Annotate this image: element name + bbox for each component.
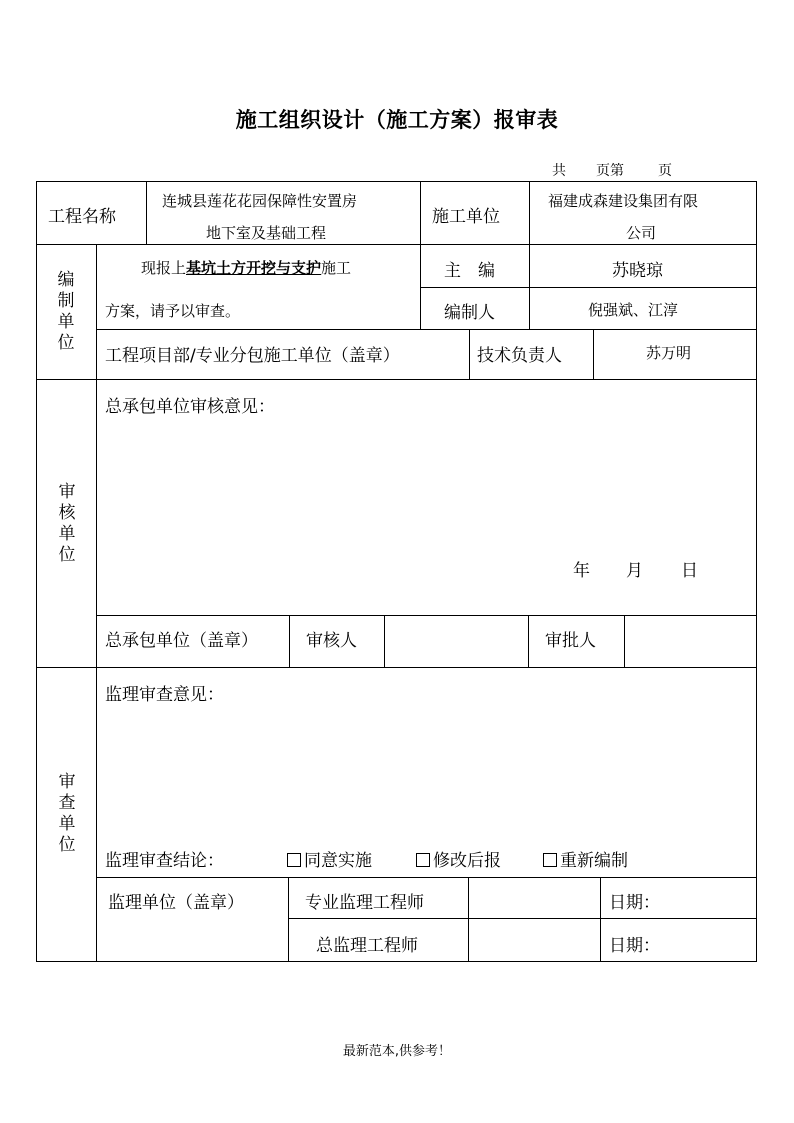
dept-stamp-label: 工程项目部/专业分包施工单位（盖章）	[105, 346, 400, 366]
project-name-value-line1: 连城县莲花花园保障性安置房	[162, 192, 358, 210]
report-statement	[141, 257, 351, 278]
report-statement-line2: 方案，请予以审查。	[105, 302, 241, 320]
report-prefix: 现报上	[141, 259, 187, 277]
review-unit-side-label: 审核单位	[58, 482, 76, 565]
footer-note: 最新范本,供参考！	[342, 1044, 452, 1059]
tech-lead-value: 苏万明	[646, 344, 692, 362]
report-subject: 基坑土方开挖与支护	[186, 259, 322, 277]
review-date-day: 日	[681, 561, 698, 581]
supervision-stamp-label: 监理单位（盖章）	[108, 893, 244, 913]
option-approve[interactable]	[287, 846, 372, 871]
project-name-value-line2: 地下室及基础工程	[206, 224, 327, 242]
supervision-conclusion-label: 监理审查结论：	[105, 851, 224, 871]
editors-value: 倪强斌、江淳	[588, 301, 679, 319]
option-recompile-label: 重新编制	[560, 851, 628, 871]
chief-editor-label: 主 编	[444, 261, 495, 281]
option-approve-label: 同意实施	[304, 851, 372, 871]
project-name-label: 工程名称	[48, 207, 116, 227]
reviewer-label: 审核人	[306, 631, 357, 651]
recompile-checkbox[interactable]	[543, 853, 557, 867]
supervision-opinion-label: 监理审查意见：	[105, 685, 224, 705]
review-date-year: 年	[573, 561, 590, 581]
approve-checkbox[interactable]	[287, 853, 301, 867]
compile-unit-side-label: 编制单位	[57, 270, 75, 353]
specialist-date-label: 日期：	[609, 893, 660, 913]
chief-date-label: 日期：	[609, 936, 660, 956]
report-suffix: 施工	[321, 259, 352, 277]
contractor-value-line2: 公司	[626, 224, 657, 242]
option-revise[interactable]	[416, 846, 501, 871]
chief-editor-value: 苏晓琼	[612, 261, 663, 281]
chief-engineer-label: 总监理工程师	[316, 936, 418, 956]
tech-lead-label: 技术负责人	[477, 346, 562, 366]
editors-label: 编制人	[444, 303, 495, 323]
option-recompile[interactable]	[543, 846, 628, 871]
contractor-label: 施工单位	[432, 207, 500, 227]
approver-label: 审批人	[545, 631, 596, 651]
specialist-engineer-label: 专业监理工程师	[305, 893, 424, 913]
page-number-label: 页第	[596, 163, 624, 179]
gc-stamp-label: 总承包单位（盖章）	[105, 631, 258, 651]
page-end-label: 页	[658, 163, 672, 179]
form-title: 施工组织设计（施工方案）报审表	[235, 107, 559, 132]
supervision-unit-side-label: 审查单位	[58, 772, 76, 855]
revise-checkbox[interactable]	[416, 853, 430, 867]
page-total-label: 共	[552, 163, 566, 179]
option-revise-label: 修改后报	[433, 851, 501, 871]
contractor-value-line1: 福建成森建设集团有限	[548, 192, 699, 210]
gc-opinion-label: 总承包单位审核意见：	[105, 397, 275, 417]
review-date-month: 月	[626, 561, 643, 581]
